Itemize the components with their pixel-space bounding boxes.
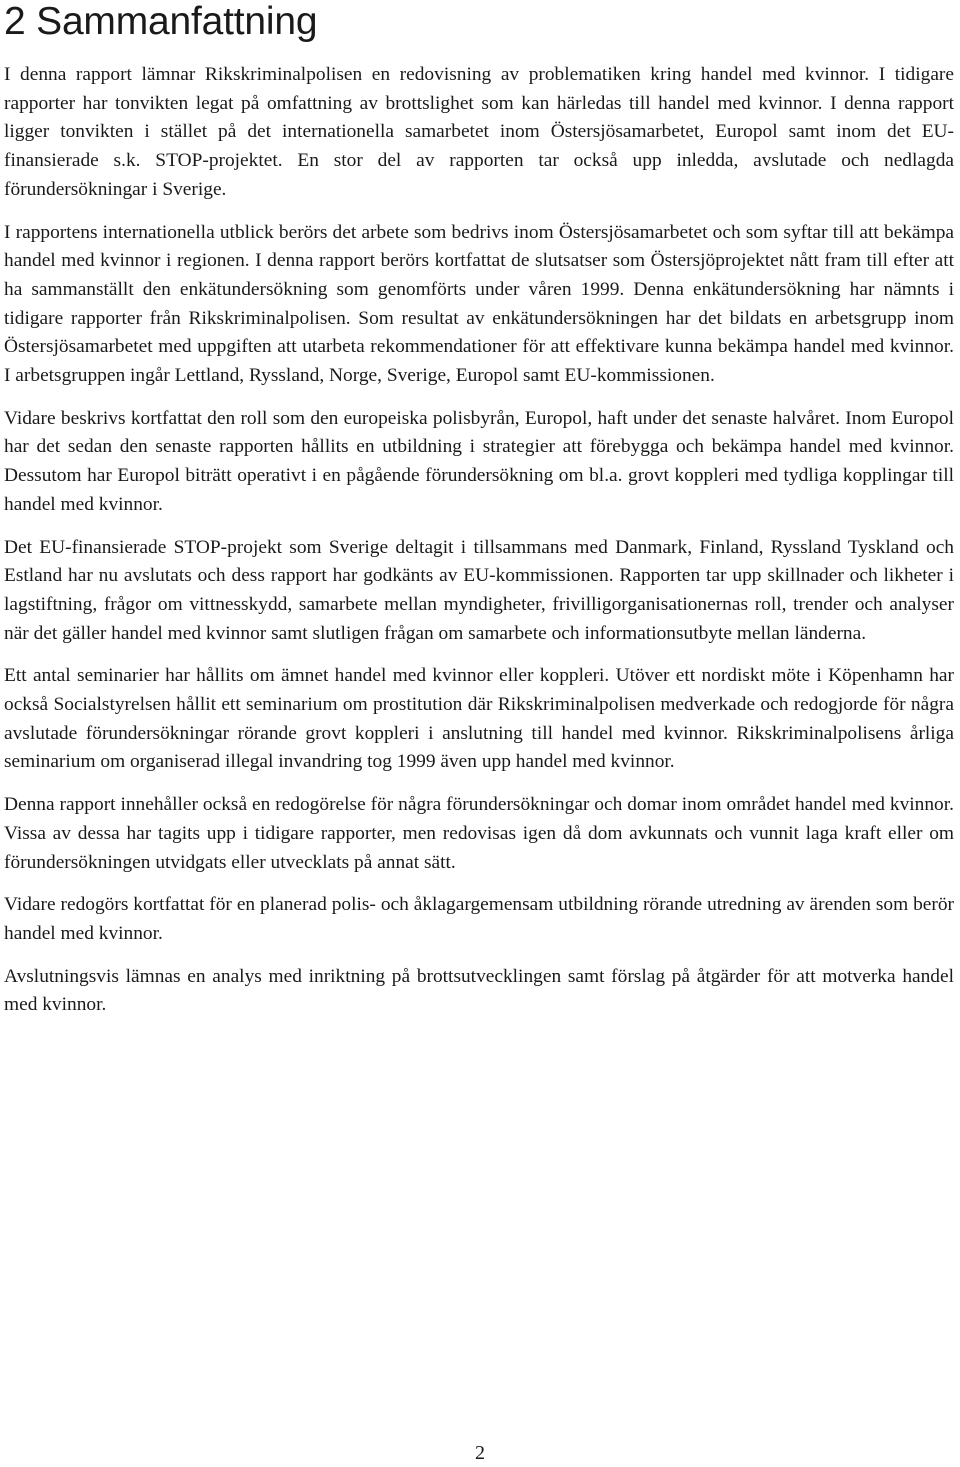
paragraph-6: Denna rapport innehåller också en redogörelse för några förundersökningar och domar inom området handel med kvinnor. Vissa av dessa har tagits upp i tidigare rapporter, men redovisas igen då dom avkunnats och vunnit laga kraft eller om förundersökningen utvidgats eller utvecklats på annat sätt. xyxy=(4,794,954,873)
paragraph-1: I denna rapport lämnar Rikskriminalpolisen en redovisning av problematiken kring handel med kvinnor. I tidigare rapporter har tonvikten legat på omfattning av brottslighet som kan härledas till handel med kvinnor. I denna rapport ligger tonvikten i stället på det internationella samarbetet inom Östersjösamarbetet, Europol samt inom det EU-finansierade s.k. STOP-projektet. En stor del av rapporten tar också upp inledda, avslutade och nedlagda förundersökningar i Sverige. xyxy=(4,64,954,200)
paragraph-7: Vidare redogörs kortfattat för en planerad polis- och åklagargemensam utbildning rörande utredning av ärenden som berör handel med kvinnor. xyxy=(4,894,954,944)
paragraph-4: Det EU-finansierade STOP-projekt som Sverige deltagit i tillsammans med Danmark, Finland, Ryssland Tyskland och Estland har nu avslutats och dess rapport har godkänts av EU-kommissionen. Rapporten tar upp skillnader och likheter i lagstiftning, frågor om vittnesskydd, samarbete mellan myndigheter, frivilligorganisationernas roll, trender och analyser när det gäller handel med kvinnor samt slutligen frågan om samarbete och informationsutbyte mellan länderna. xyxy=(4,536,954,644)
page-number: 2 xyxy=(475,1442,485,1464)
paragraph-3: Vidare beskrivs kortfattat den roll som den europeiska polisbyrån, Europol, haft under det senaste halvåret. Inom Europol har det sedan den senaste rapporten hållits en utbildning i strategier att förebygga och bekämpa handel med kvinnor. Dessutom har Europol biträtt operativt i en pågående förundersökning om bl.a. grovt koppleri med tydliga kopplingar till handel med kvinnor. xyxy=(4,407,954,515)
paragraph-5: Ett antal seminarier har hållits om ämnet handel med kvinnor eller koppleri. Utöver ett nordiskt möte i Köpenhamn har också Socialstyrelsen hållit ett seminarium om prostitution där Rikskriminalpolisen medverkade och redogjorde för några avslutade förundersökningar rörande grovt koppleri i anslutning till handel med kvinnor. Rikskriminalpolisens årliga seminarium om organiserad illegal invandring tog 1999 även upp handel med kvinnor. xyxy=(4,665,954,773)
document-page xyxy=(4,0,954,1034)
paragraph-2: I rapportens internationella utblick berörs det arbete som bedrivs inom Östersjösamarbetet och som syftar till att bekämpa handel med kvinnor i regionen. I denna rapport berörs kortfattat de slutsatser som Östersjöprojektet nått fram till efter att ha sammanställt den enkätundersökning som genomförts under våren 1999. Denna enkätundersökning har nämnts i tidigare rapporter från Rikskriminalpolisen. Som resultat av enkätundersökningen har det bildats en arbetsgrupp inom Östersjösamarbetet med uppgiften att utarbeta rekommendationer för att effektivare kunna bekämpa handel med kvinnor. I arbetsgruppen ingår Lettland, Ryssland, Norge, Sverige, Europol samt EU-kommissionen. xyxy=(4,221,954,387)
section-heading: 2 Sammanfattning xyxy=(4,0,318,43)
paragraph-8: Avslutningsvis lämnas en analys med inriktning på brottsutvecklingen samt förslag på åtgärder för att motverka handel med kvinnor. xyxy=(4,965,954,1016)
